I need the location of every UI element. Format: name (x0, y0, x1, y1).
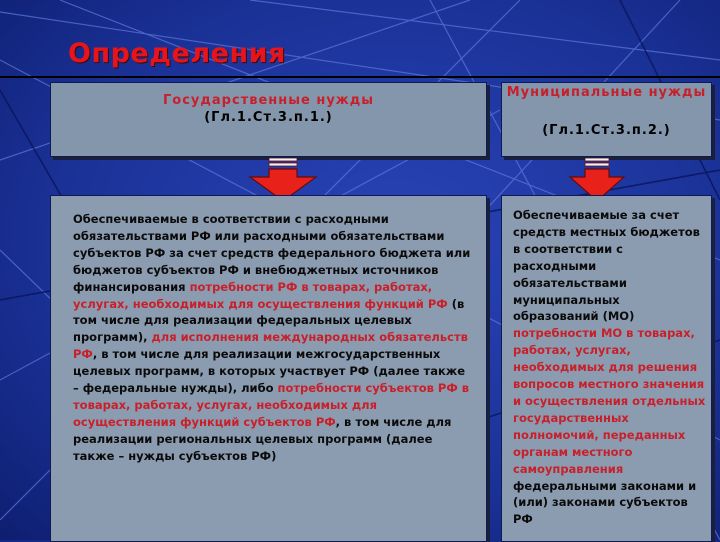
highlighted-text-segment: для исполнения международных обязательств РФ (73, 330, 468, 362)
municipal-needs-header-box (501, 82, 712, 157)
slide-title: Определения (68, 38, 286, 69)
highlighted-text-segment: потребности субъектов РФ в товарах, работах, услугах, необходимых для осуществления функций субъектов РФ (73, 381, 470, 429)
municipal-needs-title: Муниципальные нужды (506, 85, 707, 100)
state-needs-definition-box (50, 195, 487, 542)
text-segment: , в том числе для реализации региональных целевых программ (далее также – нужды субъектов РФ) (73, 414, 452, 463)
highlighted-text-segment: потребности МО в товарах, работах, услугах, необходимых для решения вопросов местного значения и осуществления отдельных государственных полномочий, переданных органам местного самоуправления (513, 326, 706, 476)
municipal-needs-definition-text (513, 207, 709, 528)
state-needs-title: Государственные нужды (163, 93, 374, 108)
text-segment: , в том числе для реализации межгосударственных целевых программ, в которых участвует РФ (далее также – федеральные нужды), либо (73, 347, 466, 396)
municipal-needs-reference: (Гл.1.Ст.3.п.2.) (542, 123, 671, 138)
text-segment: федеральными законами и (или) законами субъектов РФ (513, 478, 697, 527)
text-segment: (в том числе для реализации федеральных целевых программ), (73, 296, 465, 345)
text-segment: Обеспечиваемые за счет средств местных бюджетов в соответствии с расходными обязательствами муниципальных образований (МО) (513, 208, 700, 324)
highlighted-text-segment: потребности РФ в товарах, работах, услугах, необходимых для осуществления функций РФ (73, 279, 448, 311)
title-underline (0, 76, 720, 78)
state-needs-definition-text (73, 211, 473, 465)
municipal-needs-definition-box (501, 195, 712, 542)
state-needs-reference: (Гл.1.Ст.3.п.1.) (204, 110, 333, 125)
state-needs-header-box (50, 82, 487, 157)
text-segment: Обеспечиваемые в соответствии с расходными обязательствами РФ или расходными обязательствами субъектов РФ за счет средств федерального бюджета или бюджетов субъектов РФ и внебюджетных источников финансирования (73, 212, 471, 294)
